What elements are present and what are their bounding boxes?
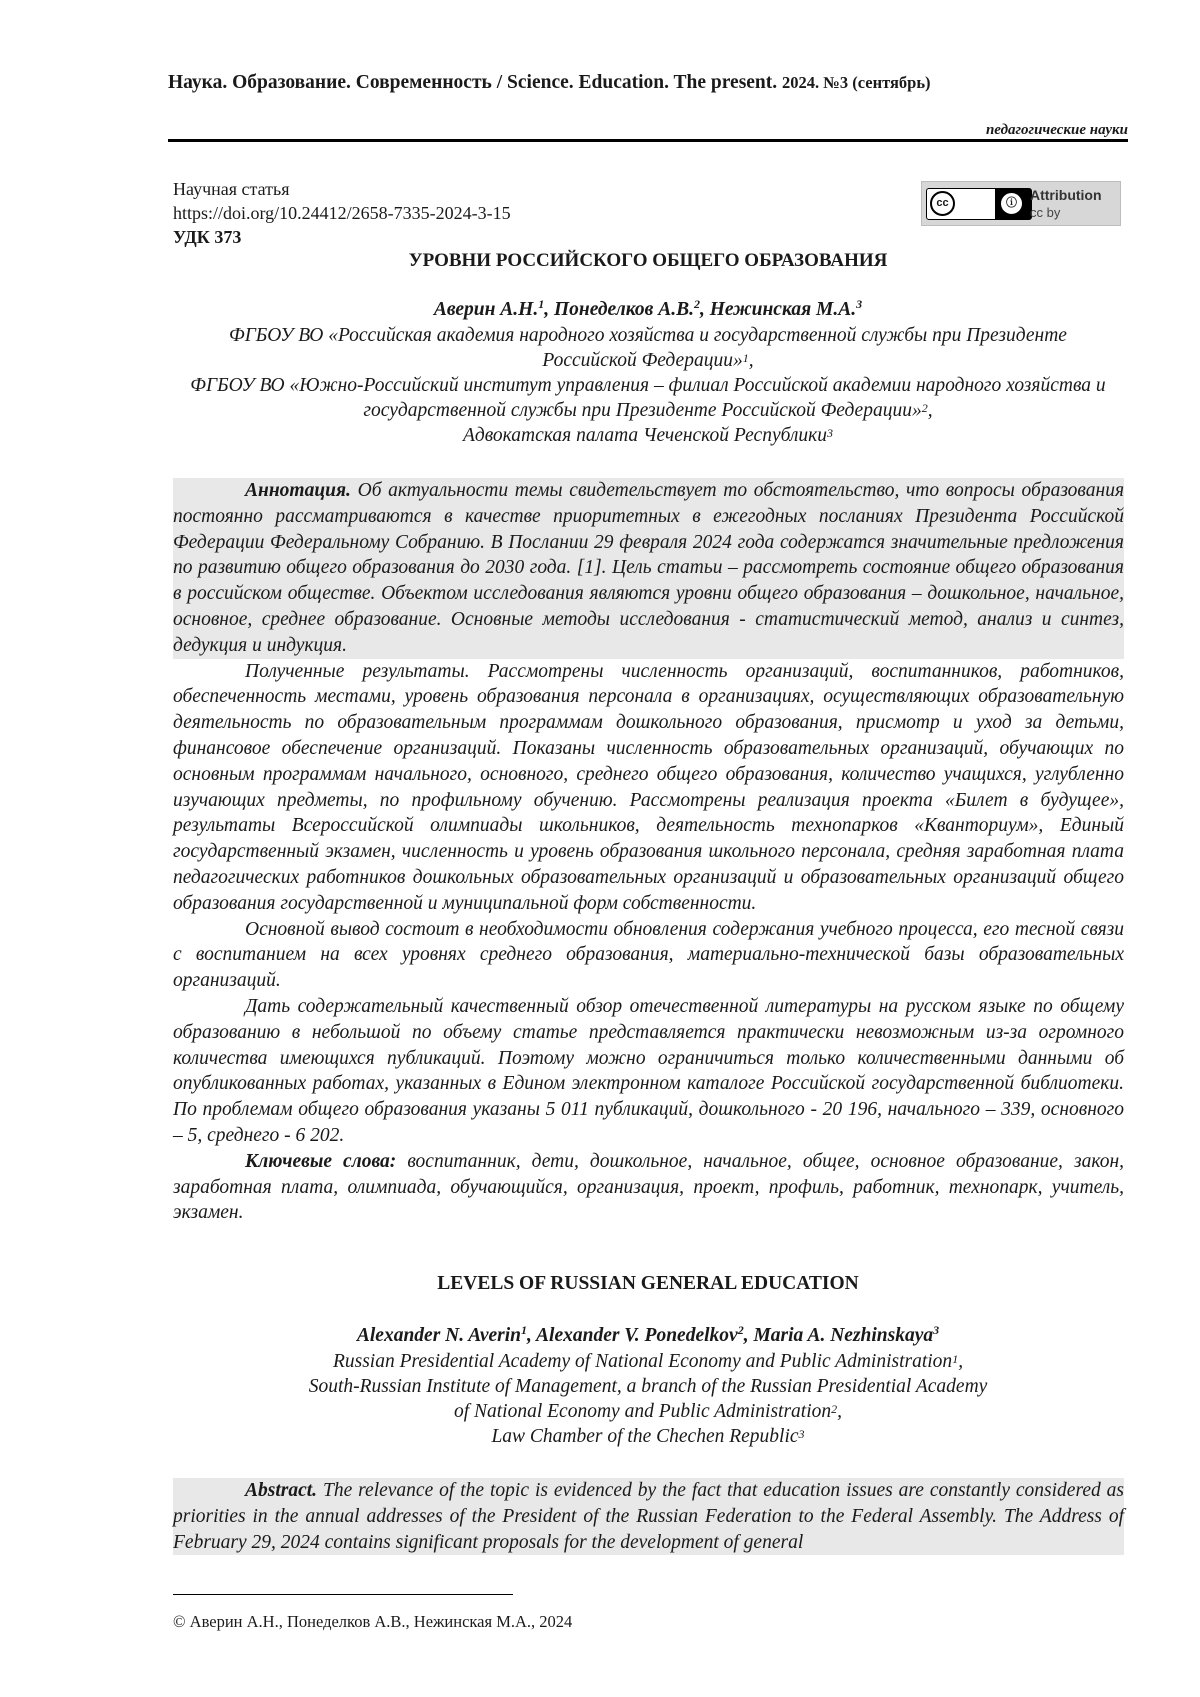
article-type: Научная статья: [173, 179, 290, 199]
abstract-paragraph: [173, 1478, 1124, 1555]
affiliation-text: ФГБОУ ВО «Южно-Российский институт управления – филиал Российской академии народного хозяйства и государственной службы при Президенте Российской Федерации»: [190, 375, 1106, 421]
author-sup: 3: [856, 297, 863, 311]
author-name: Понеделков А.В.: [553, 299, 694, 320]
header-divider: [168, 139, 1128, 142]
affiliation: [168, 1424, 1128, 1449]
author-sup: 1: [538, 297, 545, 311]
footnote-divider: [173, 1594, 513, 1595]
affiliation: [168, 323, 1128, 373]
udk-code: УДК 373: [173, 227, 242, 247]
journal-name: Наука. Образование. Современность / Science. Education. The present.: [168, 72, 778, 93]
attribution-person-icon: ⓘ: [999, 191, 1024, 216]
annotation-paragraph: Дать содержательный качественный обзор отечественной литературы на русском языке по общему образованию в небольшой по объему статье представляется практически невозможным из-за огромного количества имеющихся публикаций. Поэтому можно ограничиться только количественными данными об опубликованных работах, указанных в Едином электронном каталоге Российской государственной библиотеки. По проблемам общего образования указаны 5 011 публикаций, дошкольного - 20 196, начального – 339, основного – 5, среднего - 6 202.: [173, 995, 1124, 1146]
affiliation-sup: 1: [742, 351, 749, 365]
affiliation-text: Law Chamber of the Chechen Republic: [491, 1426, 799, 1447]
abstract-en: [173, 1478, 1124, 1555]
cc-icons: [926, 188, 1032, 220]
keywords-text: воспитанник, дети, дошкольное, начальное, общее, основное образование, закон, заработная плата, олимпиада, обучающийся, организация, проект, профиль, работник, технопарк, учитель, экзамен.: [173, 1150, 1124, 1224]
author-name: Нежинская М.А.: [709, 299, 857, 320]
affiliation-text: ФГБОУ ВО «Российская академия народного хозяйства и государственной службы при Президенте Российской Федерации»: [229, 325, 1067, 371]
affiliation-sup: 1: [952, 1352, 959, 1366]
abstract-label: Abstract.: [245, 1480, 318, 1501]
annotation-paragraph: Полученные результаты. Рассмотрены численность организаций, воспитанников, работников, обеспеченность местами, уровень образования персонала в организациях, осуществляющих образовательную деятельность по образовательным программам дошкольного образования, присмотр и уход за детьми, финансовое обеспечение организаций. Показаны численность образовательных организаций, обучающих по основным программам начального, основного, среднего общего образования, количество учащихся, углубленно изучающих предметы, по профильному обучению. Рассмотрены реализация проекта «Билет в будущее», результаты Всероссийской олимпиады школьников, деятельность технопарков «Кванториум», Единый государственный экзамен, численность и уровень образования школьного персонала, средняя заработная плата педагогических работников дошкольных образовательных организаций и образовательных организаций общего образования государственной и муниципальной форм собственности.: [173, 660, 1124, 914]
affiliation-text: South-Russian Institute of Management, a branch of the Russian Presidential Academy of National Economy and Public Administration: [308, 1376, 988, 1422]
article-title-ru: УРОВНИ РОССИЙСКОГО ОБЩЕГО ОБРАЗОВАНИЯ: [408, 250, 888, 271]
doi-link[interactable]: https://doi.org/10.24412/2658-7335-2024-3-15: [173, 203, 511, 223]
journal-header: [168, 72, 1128, 94]
author-name: Maria A. Nezhinskaya: [753, 1325, 934, 1346]
creative-commons-icon: cc: [930, 191, 955, 216]
affiliation-tail: ,: [748, 350, 754, 371]
author-name: Аверин А.Н.: [433, 299, 539, 320]
keywords-paragraph: [173, 1149, 1124, 1226]
affiliation-tail: ,: [958, 1351, 964, 1372]
affiliation: [168, 1349, 1128, 1374]
author-name: Alexander V. Ponedelkov: [536, 1325, 738, 1346]
annotation-text: Об актуальности темы свидетельствует то обстоятельство, что вопросы образования постоянно рассматриваются в качестве приоритетных в ежегодных посланиях Президента Российской Федерации Федеральному Собранию. В Послании 29 февраля 2024 года содержатся значительные предложения по развитию общего образования до 2030 года. [1]. Цель статьи – рассмотреть состояние общего образования в российском обществе. Объектом исследования являются уровни общего образования – дошкольное, начальное, основное, среднее образование. Основные методы исследования - статистический метод, анализ и синтез, дедукция и индукция.: [173, 480, 1125, 656]
affiliation-tail: ,: [837, 1401, 843, 1422]
copyright-notice: © Аверин А.Н., Понеделков А.В., Нежинская М.А., 2024: [173, 1612, 573, 1631]
affiliation: [168, 1374, 1128, 1424]
author-sup: 2: [693, 297, 700, 311]
license-sub: cc by: [1030, 205, 1061, 220]
license-label: Attribution: [1030, 187, 1102, 203]
authors-en: Alexander N. Averin$^1$, Alexander V. Ponedelkov$^2$, Maria A. Nezhinskaya$^3$: [356, 1323, 940, 1346]
affiliation-text: Russian Presidential Academy of National Economy and Public Administration: [332, 1351, 953, 1372]
authors-ru: Аверин А.Н.$^1$, Понеделков А.В.$^2$, Нежинская М.А.$^3$: [433, 297, 863, 320]
annotation-ru: [173, 478, 1124, 1226]
annotation-paragraph: Основной вывод состоит в необходимости обновления содержания учебного процесса, его тесной связи с воспитанием на всех уровнях среднего образования, материально-технической базы образовательных организаций.: [173, 918, 1124, 992]
affiliation-tail: ,: [927, 400, 933, 421]
keywords-label: Ключевые слова:: [245, 1150, 397, 1172]
affiliations-ru: [168, 323, 1128, 448]
author-sup: 3: [933, 1323, 940, 1337]
article-title-en: LEVELS OF RUSSIAN GENERAL EDUCATION: [437, 1273, 859, 1294]
abstract-text: The relevance of the topic is evidenced by the fact that education issues are constantly considered as priorities in the annual addresses of the President of the Russian Federation to the Federal Assembly. The Address of February 29, 2024 contains significant proposals for the development of general: [173, 1480, 1125, 1553]
affiliation: [168, 423, 1128, 448]
affiliation-sup: 3: [827, 426, 834, 440]
affiliation: [168, 373, 1128, 423]
annotation-label: Аннотация.: [245, 480, 351, 501]
issue-number: 2024. №3 (сентябрь): [782, 73, 931, 92]
affiliations-en: [168, 1349, 1128, 1449]
author-sup: 2: [737, 1323, 744, 1337]
affiliation-text: Адвокатская палата Чеченской Республики: [462, 425, 828, 446]
affiliation-sup: 2: [831, 1402, 838, 1416]
article-meta: [173, 177, 511, 249]
section-label: педагогические науки: [985, 122, 1128, 138]
author-sup: 1: [520, 1323, 527, 1337]
annotation-paragraph: [173, 478, 1124, 659]
affiliation-sup: 2: [921, 401, 928, 415]
cc-license-badge[interactable]: [921, 181, 1121, 226]
affiliation-sup: 3: [798, 1427, 805, 1441]
author-name: Alexander N. Averin: [356, 1325, 521, 1346]
